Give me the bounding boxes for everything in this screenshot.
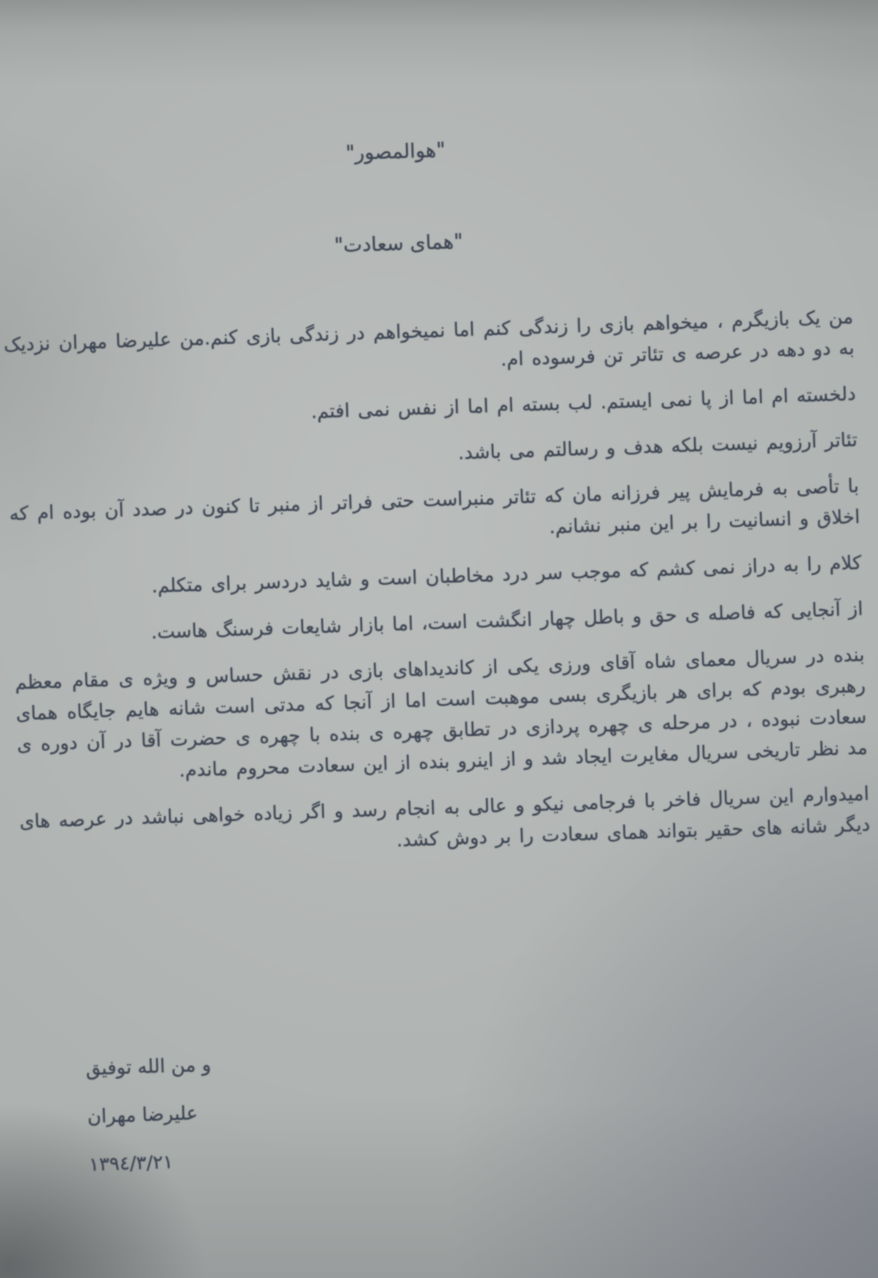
letter-paragraph-6: از آنجایی که فاصله ی حق و باطل چهار انگشت است، اما بازار شایعات فرسنگ هاست. (150, 597, 864, 644)
letter-title: "همای سعادت" (333, 229, 464, 258)
letter-body (0, 301, 878, 869)
letter-paragraph-1: من یک بازیگرم ، میخواهم بازی را زندگی کنم اما نمیخواهم در زندگی بازی کنم.من علیرضا مهران نزدیک به دو دهه در عرصه ی تئاتر تن فرسوده ام. (3, 306, 855, 371)
letter-paragraph-5: کلام را به دراز نمی کشم که موجب سر درد مخاطبان است و شاید دردسر برای متکلم. (151, 551, 862, 598)
letter-invocation: "هوالمصور" (345, 137, 446, 165)
signature-closing: و من الله توفیق (85, 1053, 212, 1080)
letter-paragraph-3: تئاتر آرزویم نیست بلکه هدف و رسالتم می باشد. (457, 429, 858, 465)
signature-date: ۱۳۹٤/۳/۲۱ (88, 1151, 174, 1176)
signature-name: علیرضا مهران (86, 1102, 199, 1128)
letter-paragraph-8: امیدوارم این سریال فاخر با فرجامی نیکو و عالی به انجام رسد و اگر زیاده خواهی نباشد در عرصه های دیگر شانه های حقیر بتواند همای سعادت را بر دوش کشد. (19, 782, 871, 852)
letter-paragraph-4: با تأصی به فرمایش پیر فرزانه مان که تئاتر منبراست حتی فراتر از منبر تا کنون در صدد آن بوده ام که اخلاق و انسانیت را بر این منبر نشانم. (8, 475, 861, 539)
letter-paragraph-7: بنده در سریال معمای شاه آقای ورزی یکی از کاندیداهای بازی در نقش حساس و ویژه ی مقام معظم رهبری بودم که برای هر بازیگری بسی موهبت است اما از آنجا که مدتی است شانه هایم جایگاه همای سعادت نبوده ، در مرحله ی چهره پردازی در تطابق چهره ی بنده با چهره ی حضرت آقا در آن دوره ی مد نظر تاریخی سریال مغایرت ایجاد شد و از اینرو بنده از این سعادت محروم ماندم. (14, 643, 868, 782)
signature-block (85, 1050, 215, 1198)
letter-paragraph-2: دلخسته ام اما از پا نمی ایستم. لب بسته ام اما از نفس نمی افتم. (310, 383, 857, 424)
